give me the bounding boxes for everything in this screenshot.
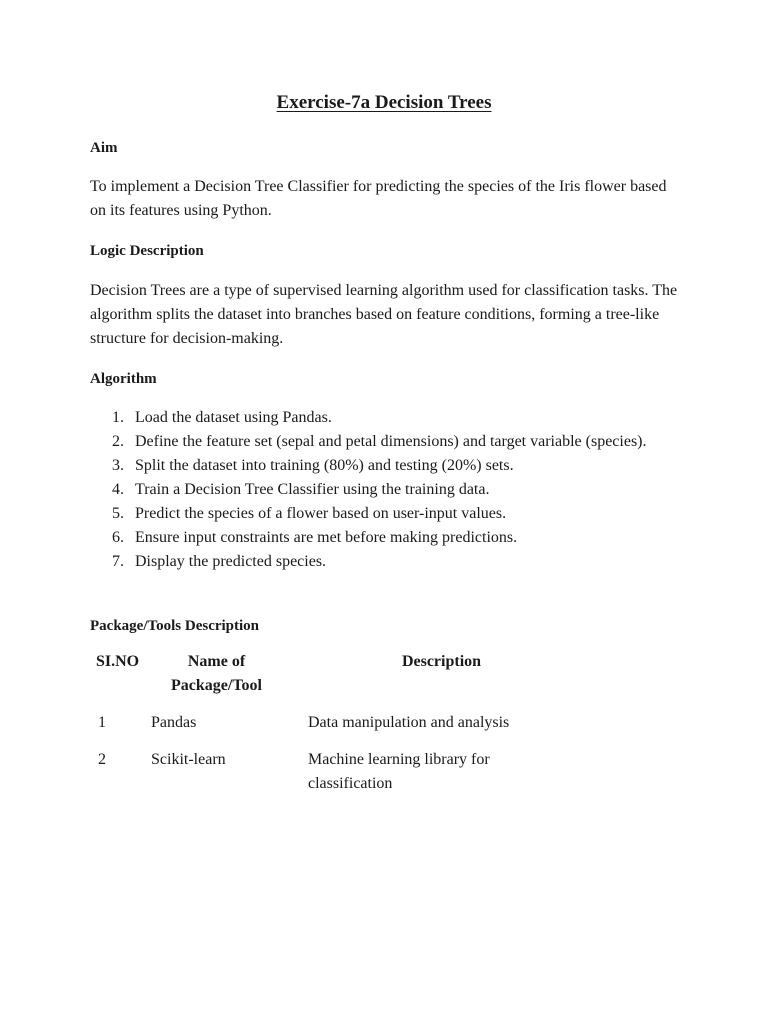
algorithm-heading: Algorithm	[90, 371, 157, 387]
step-text: Predict the species of a flower based on user-input values.	[135, 505, 507, 522]
page-title: Exercise-7a Decision Trees	[276, 92, 492, 113]
step-number: 5.	[112, 505, 124, 522]
aim-heading: Aim	[90, 140, 118, 156]
column-header-sno: SI.NO	[95, 653, 140, 670]
step-number: 6.	[112, 529, 124, 546]
step-number: 3.	[112, 457, 124, 474]
algorithm-steps	[90, 406, 680, 574]
aim-text: To implement a Decision Tree Classifier for predicting the species of the Iris flower based on its features using Python.	[90, 178, 667, 219]
column-header-description: Description	[401, 653, 482, 670]
algorithm-step	[90, 550, 680, 574]
algorithm-step	[90, 454, 680, 478]
step-text: Train a Decision Tree Classifier using the training data.	[135, 481, 490, 498]
algorithm-step	[90, 478, 680, 502]
algorithm-step	[90, 430, 680, 454]
step-number: 4.	[112, 481, 124, 498]
column-header-name: Name of Package/Tool	[171, 653, 262, 694]
step-text: Display the predicted species.	[135, 553, 327, 570]
step-text: Define the feature set (sepal and petal dimensions) and target variable (species).	[135, 433, 647, 450]
step-text: Split the dataset into training (80%) and testing (20%) sets.	[135, 457, 514, 474]
step-number: 2.	[112, 433, 124, 450]
cell-sno: 1	[98, 714, 106, 731]
algorithm-step	[90, 406, 680, 430]
table-row	[90, 748, 550, 796]
cell-name: Pandas	[151, 714, 197, 731]
cell-description: Machine learning library for classification	[308, 751, 490, 792]
table-row	[90, 711, 550, 735]
step-number: 1.	[112, 409, 124, 426]
tools-heading: Package/Tools Description	[90, 618, 260, 634]
cell-sno: 2	[98, 751, 106, 768]
step-text: Ensure input constraints are met before making predictions.	[135, 529, 518, 546]
algorithm-step	[90, 526, 680, 550]
logic-heading: Logic Description	[90, 243, 204, 259]
step-text: Load the dataset using Pandas.	[135, 409, 332, 426]
table-header-row	[90, 650, 550, 698]
algorithm-step	[90, 502, 680, 526]
cell-description: Data manipulation and analysis	[308, 714, 510, 731]
tools-table	[90, 650, 550, 796]
cell-name: Scikit-learn	[151, 751, 226, 768]
logic-text: Decision Trees are a type of supervised learning algorithm used for classification tasks. The algorithm splits the dataset into branches based on feature conditions, forming a tree-like structure for decision-making.	[90, 282, 678, 347]
step-number: 7.	[112, 553, 124, 570]
